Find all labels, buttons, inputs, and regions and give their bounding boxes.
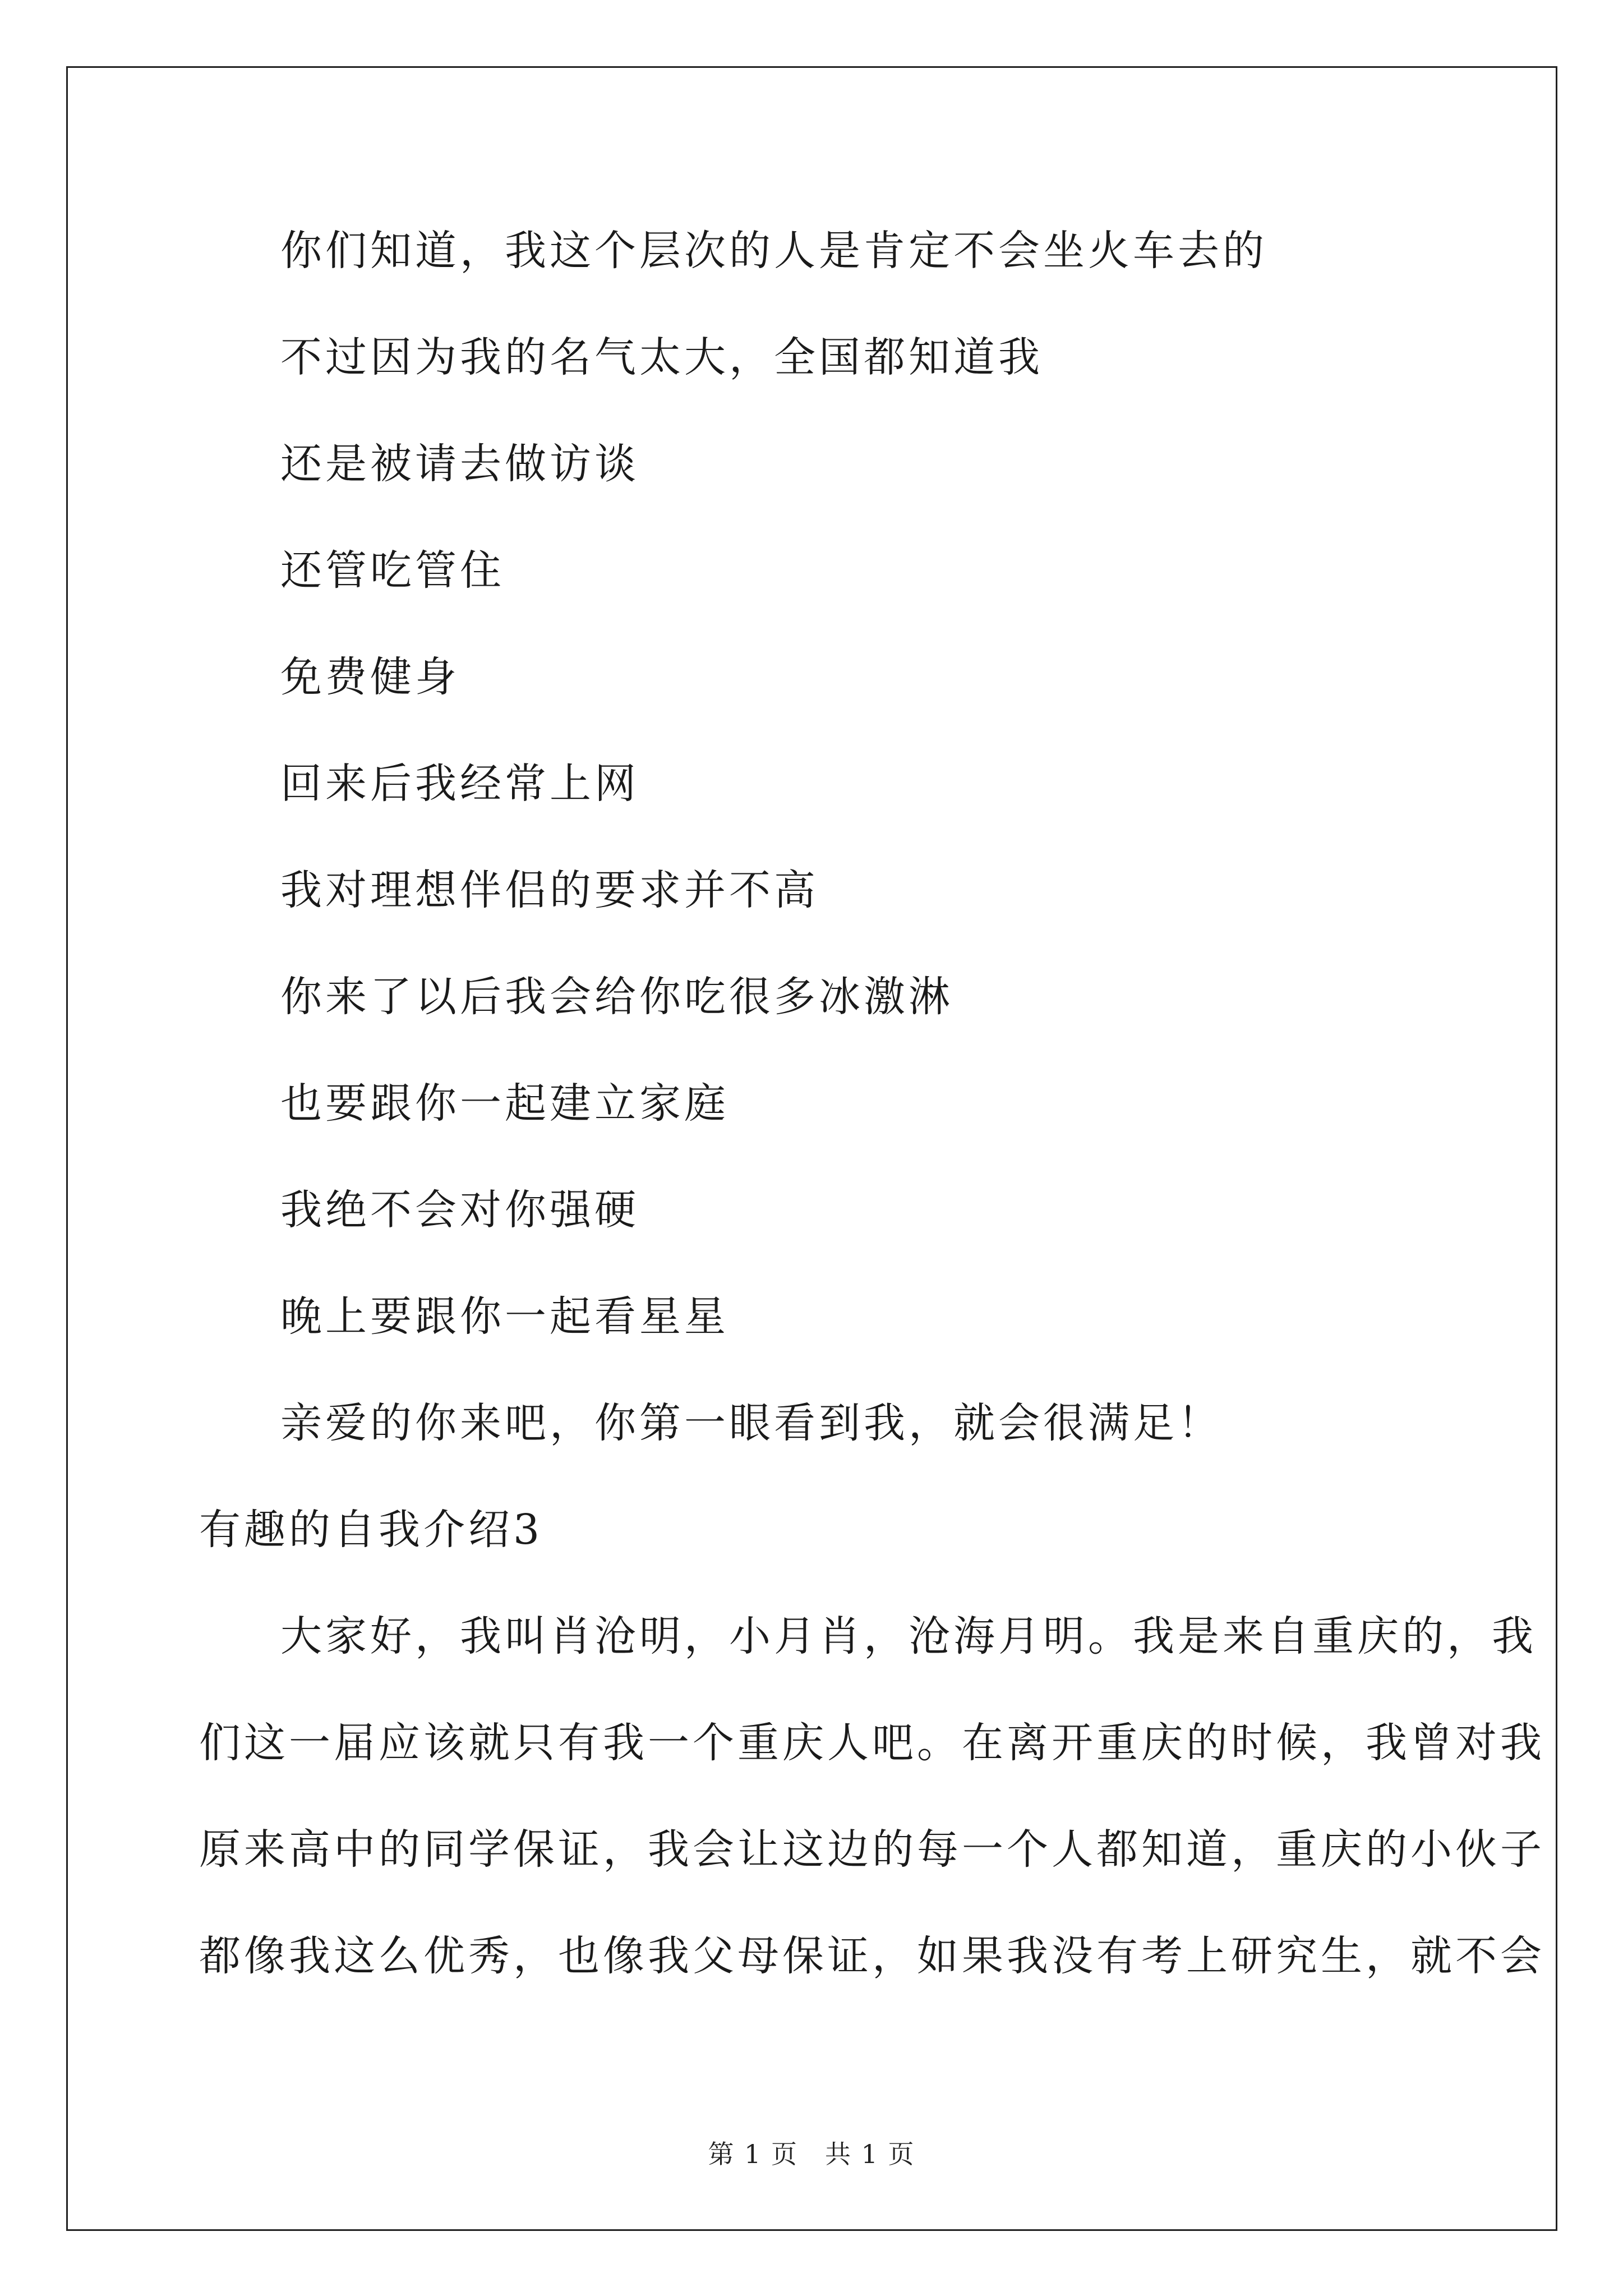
paragraph-line: 们这一届应该就只有我一个重庆人吧。在离开重庆的时候，我曾对我 bbox=[199, 1719, 1545, 1767]
paragraph-line: 都像我这么优秀，也像我父母保证，如果我没有考上研究生，就不会 bbox=[199, 1932, 1545, 1980]
text-line: 也要跟你一起建立家庭 bbox=[280, 1079, 729, 1128]
text-line: 我绝不会对你强硬 bbox=[280, 1186, 639, 1234]
text-line: 免费健身 bbox=[280, 653, 460, 701]
section-heading: 有趣的自我介绍3 bbox=[199, 1506, 543, 1554]
text-line: 你来了以后我会给你吃很多冰激淋 bbox=[280, 973, 953, 1021]
page-number-footer: 第 1 页 共 1 页 bbox=[708, 2139, 915, 2169]
text-line: 还是被请去做访谈 bbox=[280, 440, 639, 488]
text-line: 回来后我经常上网 bbox=[280, 760, 639, 808]
paragraph-line: 原来高中的同学保证，我会让这边的每一个人都知道，重庆的小伙子 bbox=[199, 1825, 1545, 1874]
text-line: 我对理想伴侣的要求并不高 bbox=[280, 866, 819, 914]
page-border bbox=[66, 66, 1557, 2231]
text-line: 你们知道，我这个层次的人是肯定不会坐火车去的 bbox=[280, 227, 1267, 275]
paragraph-line: 大家好，我叫肖沧明，小月肖，沧海月明。我是来自重庆的，我 bbox=[280, 1612, 1537, 1660]
text-line: 亲爱的你来吧，你第一眼看到我，就会很满足！ bbox=[280, 1399, 1223, 1447]
text-line: 还管吃管住 bbox=[280, 546, 505, 595]
text-line: 不过因为我的名气太大，全国都知道我 bbox=[280, 333, 1043, 381]
text-line: 晚上要跟你一起看星星 bbox=[280, 1292, 729, 1341]
